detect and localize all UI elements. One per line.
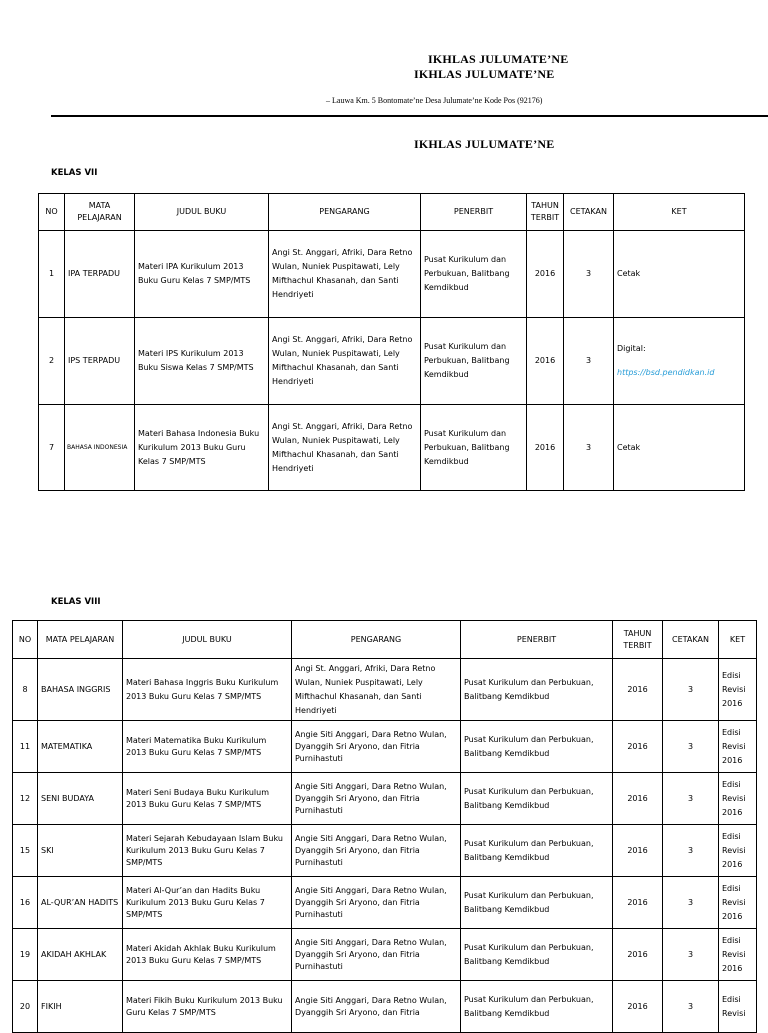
- col-tahun-terbit: TAHUN TERBIT: [613, 621, 663, 659]
- cell-judul: Materi Seni Budaya Buku Kurikulum 2013 Buku Guru Kelas 7 SMP/MTS: [123, 773, 292, 825]
- kelas-vii-table: [38, 193, 745, 491]
- cell-pengarang: Angi St. Anggari, Afriki, Dara Retno Wulan, Nuniek Puspitawati, Lely Mifthachul Khasanah, dan Santi Hendriyeti: [269, 405, 421, 491]
- col-judul-buku: JUDUL BUKU: [135, 194, 269, 231]
- cell-pengarang: Angie Siti Anggari, Dara Retno Wulan, Dyanggih Sri Aryono, dan Fitria Purnihastuti: [292, 721, 461, 773]
- cell-no: 8: [13, 659, 38, 721]
- cell-mapel: SKI: [38, 825, 123, 877]
- table-row: [13, 721, 757, 773]
- table-row: [13, 877, 757, 929]
- header-divider: [51, 115, 768, 117]
- cell-judul: Materi Matematika Buku Kurikulum 2013 Buku Guru Kelas 7 SMP/MTS: [123, 721, 292, 773]
- cell-tahun: 2016: [527, 405, 564, 491]
- cell-pengarang: Angie Siti Anggari, Dara Retno Wulan, Dyanggih Sri Aryono, dan Fitria: [292, 981, 461, 1033]
- cell-penerbit: Pusat Kurikulum dan Perbukuan, Balitbang Kemdikbud: [421, 231, 527, 318]
- digital-link[interactable]: https://bsd.pendidkan.id: [617, 368, 715, 377]
- kelas-viii-table: [12, 620, 757, 1033]
- cell-tahun: 2016: [613, 773, 663, 825]
- cell-no: 7: [39, 405, 65, 491]
- table-row: [13, 659, 757, 721]
- cell-judul: Materi Bahasa Inggris Buku Kurikulum 2013 Buku Guru Kelas 7 SMP/MTS: [123, 659, 292, 721]
- school-name-line2: IKHLAS JULUMATE’NE: [414, 67, 555, 81]
- cell-tahun: 2016: [527, 318, 564, 405]
- col-judul-buku: JUDUL BUKU: [123, 621, 292, 659]
- cell-no: 1: [39, 231, 65, 318]
- col-tahun-terbit: TAHUN TERBIT: [527, 194, 564, 231]
- cell-no: 12: [13, 773, 38, 825]
- cell-penerbit: Pusat Kurikulum dan Perbukuan, Balitbang Kemdikbud: [461, 877, 613, 929]
- cell-penerbit: Pusat Kurikulum dan Perbukuan, Balitbang Kemdikbud: [461, 929, 613, 981]
- cell-pengarang: Angi St. Anggari, Afriki, Dara Retno Wulan, Nuniek Puspitawati, Lely Mifthachul Khasanah, dan Santi Hendriyeti: [269, 318, 421, 405]
- table-row: [39, 231, 745, 318]
- cell-mapel: FIKIH: [38, 981, 123, 1033]
- cell-mapel: AL-QUR’AN HADITS: [38, 877, 123, 929]
- table-row: [13, 929, 757, 981]
- cell-mapel: IPA TERPADU: [65, 231, 135, 318]
- table-row: [39, 318, 745, 405]
- cell-cetakan: 3: [663, 773, 719, 825]
- cell-ket: Cetak: [614, 405, 745, 491]
- cell-ket: Edisi Revisi 2016: [719, 773, 757, 825]
- school-name-line1: IKHLAS JULUMATE’NE: [428, 52, 569, 66]
- cell-tahun: 2016: [613, 825, 663, 877]
- school-address: – Lauwa Km. 5 Bontomate’ne Desa Julumate’ne Kode Pos (92176): [326, 96, 543, 105]
- kelas-vii-label: KELAS VII: [51, 168, 98, 178]
- cell-pengarang: Angie Siti Anggari, Dara Retno Wulan, Dyanggih Sri Aryono, dan Fitria Purnihastuti: [292, 929, 461, 981]
- col-mata-pelajaran: MATA PELAJARAN: [65, 194, 135, 231]
- cell-mapel: SENI BUDAYA: [38, 773, 123, 825]
- cell-judul: Materi Fikih Buku Kurikulum 2013 Buku Guru Kelas 7 SMP/MTS: [123, 981, 292, 1033]
- cell-pengarang: Angie Siti Anggari, Dara Retno Wulan, Dyanggih Sri Aryono, dan Fitria Purnihastuti: [292, 773, 461, 825]
- cell-judul: Materi Bahasa Indonesia Buku Kurikulum 2013 Buku Guru Kelas 7 SMP/MTS: [135, 405, 269, 491]
- cell-tahun: 2016: [613, 659, 663, 721]
- cell-ket: Edisi Revisi 2016: [719, 721, 757, 773]
- table-header-row: [13, 621, 757, 659]
- cell-tahun: 2016: [613, 877, 663, 929]
- cell-ket: [614, 318, 745, 405]
- cell-cetakan: 3: [564, 405, 614, 491]
- cell-judul: Materi Al-Qur’an dan Hadits Buku Kurikulum 2013 Buku Guru Kelas 7 SMP/MTS: [123, 877, 292, 929]
- cell-pengarang: Angie Siti Anggari, Dara Retno Wulan, Dyanggih Sri Aryono, dan Fitria Purnihastuti: [292, 877, 461, 929]
- cell-tahun: 2016: [613, 981, 663, 1033]
- col-cetakan: CETAKAN: [663, 621, 719, 659]
- cell-cetakan: 3: [564, 231, 614, 318]
- cell-cetakan: 3: [663, 721, 719, 773]
- col-no: NO: [13, 621, 38, 659]
- cell-ket: Cetak: [614, 231, 745, 318]
- cell-mapel: MATEMATIKA: [38, 721, 123, 773]
- col-ket: KET: [614, 194, 745, 231]
- cell-no: 20: [13, 981, 38, 1033]
- table-row: [13, 825, 757, 877]
- cell-no: 15: [13, 825, 38, 877]
- cell-pengarang: Angie Siti Anggari, Dara Retno Wulan, Dyanggih Sri Aryono, dan Fitria Purnihastuti: [292, 825, 461, 877]
- cell-penerbit: Pusat Kurikulum dan Perbukuan, Balitbang Kemdikbud: [461, 659, 613, 721]
- cell-no: 16: [13, 877, 38, 929]
- col-mata-pelajaran: MATA PELAJARAN: [38, 621, 123, 659]
- cell-penerbit: Pusat Kurikulum dan Perbukuan, Balitbang Kemdikbud: [461, 773, 613, 825]
- cell-ket: Edisi Revisi 2016: [719, 877, 757, 929]
- cell-mapel: IPS TERPADU: [65, 318, 135, 405]
- table-row: [13, 773, 757, 825]
- col-penerbit: PENERBIT: [421, 194, 527, 231]
- cell-cetakan: 3: [663, 877, 719, 929]
- cell-cetakan: 3: [663, 981, 719, 1033]
- cell-cetakan: 3: [663, 659, 719, 721]
- cell-penerbit: Pusat Kurikulum dan Perbukuan, Balitbang Kemdikbud: [461, 981, 613, 1033]
- cell-penerbit: Pusat Kurikulum dan Perbukuan, Balitbang Kemdikbud: [461, 825, 613, 877]
- cell-tahun: 2016: [527, 231, 564, 318]
- table-row: [39, 405, 745, 491]
- cell-judul: Materi Sejarah Kebudayaan Islam Buku Kurikulum 2013 Buku Guru Kelas 7 SMP/MTS: [123, 825, 292, 877]
- col-cetakan: CETAKAN: [564, 194, 614, 231]
- cell-ket: Edisi Revisi 2016: [719, 825, 757, 877]
- ket-label: Digital:: [617, 344, 646, 353]
- cell-no: 11: [13, 721, 38, 773]
- table-row: [13, 981, 757, 1033]
- col-ket: KET: [719, 621, 757, 659]
- cell-mapel: AKIDAH AKHLAK: [38, 929, 123, 981]
- cell-no: 19: [13, 929, 38, 981]
- cell-ket: Edisi Revisi 2016: [719, 659, 757, 721]
- cell-penerbit: Pusat Kurikulum dan Perbukuan, Balitbang Kemdikbud: [461, 721, 613, 773]
- cell-pengarang: Angi St. Anggari, Afriki, Dara Retno Wulan, Nuniek Puspitawati, Lely Mifthachul Khasanah, dan Santi Hendriyeti: [292, 659, 461, 721]
- col-no: NO: [39, 194, 65, 231]
- cell-pengarang: Angi St. Anggari, Afriki, Dara Retno Wulan, Nuniek Puspitawati, Lely Mifthachul Khasanah, dan Santi Hendriyeti: [269, 231, 421, 318]
- col-pengarang: PENGARANG: [292, 621, 461, 659]
- cell-ket: Edisi Revisi: [719, 981, 757, 1033]
- kelas-viii-label: KELAS VIII: [51, 597, 101, 607]
- cell-penerbit: Pusat Kurikulum dan Perbukuan, Balitbang Kemdikbud: [421, 318, 527, 405]
- cell-ket: Edisi Revisi 2016: [719, 929, 757, 981]
- cell-tahun: 2016: [613, 929, 663, 981]
- cell-judul: Materi IPA Kurikulum 2013 Buku Guru Kelas 7 SMP/MTS: [135, 231, 269, 318]
- col-penerbit: PENERBIT: [461, 621, 613, 659]
- table-header-row: [39, 194, 745, 231]
- cell-judul: Materi Akidah Akhlak Buku Kurikulum 2013 Buku Guru Kelas 7 SMP/MTS: [123, 929, 292, 981]
- cell-cetakan: 3: [663, 825, 719, 877]
- cell-judul: Materi IPS Kurikulum 2013 Buku Siswa Kelas 7 SMP/MTS: [135, 318, 269, 405]
- cell-cetakan: 3: [663, 929, 719, 981]
- document-subtitle: IKHLAS JULUMATE’NE: [414, 137, 555, 151]
- cell-penerbit: Pusat Kurikulum dan Perbukuan, Balitbang Kemdikbud: [421, 405, 527, 491]
- cell-mapel: BAHASA INDONESIA: [65, 405, 135, 491]
- cell-tahun: 2016: [613, 721, 663, 773]
- cell-mapel: BAHASA INGGRIS: [38, 659, 123, 721]
- col-pengarang: PENGARANG: [269, 194, 421, 231]
- cell-no: 2: [39, 318, 65, 405]
- cell-cetakan: 3: [564, 318, 614, 405]
